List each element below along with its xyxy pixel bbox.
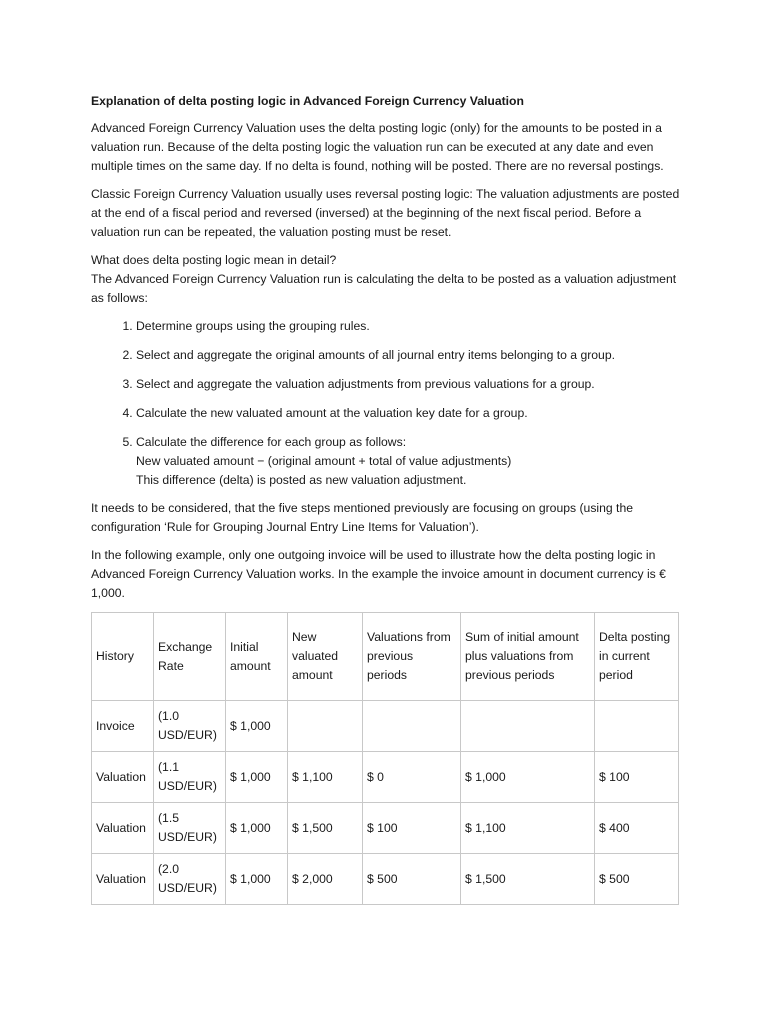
table-cell [461, 701, 595, 752]
table-cell [595, 701, 679, 752]
step5-formula: New valuated amount − (original amount + total of value adjustments) [136, 454, 512, 468]
table-cell: Valuation [92, 854, 154, 905]
table-cell: $ 1,100 [288, 752, 363, 803]
list-item: 3. Select and aggregate the valuation adjustments from previous valuations for a group. [136, 375, 681, 394]
table-cell: $ 2,000 [288, 854, 363, 905]
table-cell: $ 500 [363, 854, 461, 905]
table-header-cell: Exchange Rate [154, 613, 226, 701]
table-cell: $ 1,000 [461, 752, 595, 803]
table-cell: $ 400 [595, 803, 679, 854]
table-cell: $ 0 [363, 752, 461, 803]
intro-paragraph: Advanced Foreign Currency Valuation uses the delta posting logic (only) for the amounts to be posted in a valuation run. Because of the delta posting logic the valuation run can be executed at any date and even multiple times on the same day. If no delta is found, nothing will be posted. There are no reversal postings. [91, 121, 664, 173]
table-cell: Valuation [92, 803, 154, 854]
table-cell: (1.5 USD/EUR) [154, 803, 226, 854]
classic-paragraph: Classic Foreign Currency Valuation usually uses reversal posting logic: The valuation adjustments are posted at the end of a fiscal period and reversed (inversed) at the beginning of the next fiscal period. Before a valuation run can be repeated, the valuation posting must be reset. [91, 187, 680, 239]
steps-list [91, 317, 681, 490]
table-cell: Valuation [92, 752, 154, 803]
table-header-cell: New valuated amount [288, 613, 363, 701]
table-cell: $ 100 [363, 803, 461, 854]
table-cell: (2.0 USD/EUR) [154, 854, 226, 905]
list-item [136, 433, 681, 490]
step5-label: 5. Calculate the difference for each group as follows: [136, 435, 407, 449]
valuation-table [91, 612, 679, 905]
calc-intro-paragraph: The Advanced Foreign Currency Valuation run is calculating the delta to be posted as a valuation adjustment as follows: [91, 272, 677, 305]
table-cell: $ 1,000 [226, 701, 288, 752]
list-item: 4. Calculate the new valuated amount at the valuation key date for a group. [136, 404, 681, 423]
table-cell: $ 100 [595, 752, 679, 803]
table-cell: $ 1,000 [226, 803, 288, 854]
document-page [91, 92, 681, 905]
table-cell: (1.1 USD/EUR) [154, 752, 226, 803]
list-item: 2. Select and aggregate the original amounts of all journal entry items belonging to a group. [136, 346, 681, 365]
table-cell: $ 500 [595, 854, 679, 905]
table-cell: (1.0 USD/EUR) [154, 701, 226, 752]
table-cell: $ 1,000 [226, 854, 288, 905]
table-cell [363, 701, 461, 752]
table-header-cell: Delta posting in current period [595, 613, 679, 701]
table-cell: $ 1,100 [461, 803, 595, 854]
table-cell: $ 1,500 [288, 803, 363, 854]
table-header-cell: History [92, 613, 154, 701]
table-cell [288, 701, 363, 752]
table-cell: $ 1,500 [461, 854, 595, 905]
table-row [92, 752, 679, 803]
table-row [92, 803, 679, 854]
table-header-cell: Sum of initial amount plus valuations from previous periods [461, 613, 595, 701]
table-cell: $ 1,000 [226, 752, 288, 803]
table-cell: Invoice [92, 701, 154, 752]
example-paragraph: In the following example, only one outgoing invoice will be used to illustrate how the delta posting logic in Advanced Foreign Currency Valuation works. In the example the invoice amount in document currency is € 1,000. [91, 548, 666, 600]
table-row [92, 701, 679, 752]
question-line: What does delta posting logic mean in detail? [91, 253, 337, 267]
list-item: 1. Determine groups using the grouping rules. [136, 317, 681, 336]
step5-note: This difference (delta) is posted as new valuation adjustment. [136, 473, 467, 487]
document-title: Explanation of delta posting logic in Advanced Foreign Currency Valuation [91, 94, 524, 108]
table-row [92, 854, 679, 905]
table-header-cell: Initial amount [226, 613, 288, 701]
table-header-row [92, 613, 679, 701]
groups-paragraph: It needs to be considered, that the five steps mentioned previously are focusing on groups (using the configuration ‘Rule for Grouping Journal Entry Line Items for Valuation’). [91, 501, 633, 534]
table-header-cell: Valuations from previous periods [363, 613, 461, 701]
